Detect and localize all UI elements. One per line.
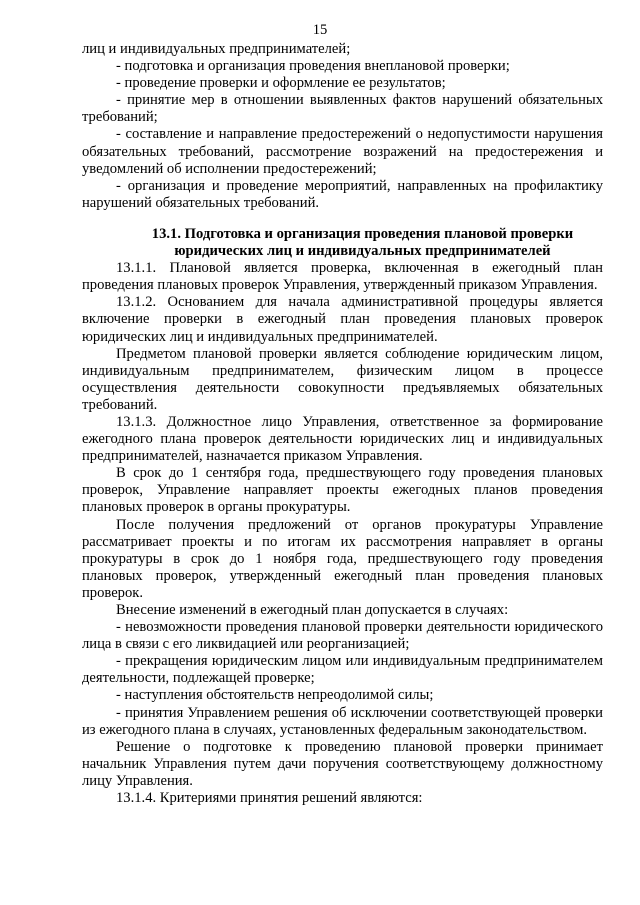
list-item: - принятие мер в отношении выявленных фактов нарушений обязательных требований; — [82, 92, 603, 126]
list-item: - проведение проверки и оформление ее результатов; — [116, 75, 446, 92]
paragraph: 13.1.1. Плановой является проверка, включенная в ежегодный план проведения плановых проверок Управления, утвержденный приказом Управления. — [82, 260, 603, 294]
list-item: - невозможности проведения плановой проверки деятельности юридического лица в связи с его ликвидацией или реорганизацией; — [82, 619, 603, 653]
paragraph: Предметом плановой проверки является соблюдение юридическим лицом, индивидуальным предпринимателем, физическим лицом в процессе осуществления деятельности совокупности предъявляемых обязательных требований. — [82, 345, 603, 413]
paragraph: 13.1.2. Основанием для начала административной процедуры является включение проверки в ежегодный план проведения плановых проверок юридических лиц и индивидуальных предпринимателей. — [82, 294, 603, 345]
paragraph: Внесение изменений в ежегодный план допускается в случаях: — [116, 602, 509, 618]
page-number: 15 — [312, 22, 328, 38]
paragraph: В срок до 1 сентября года, предшествующего году проведения плановых проверок, Управление направляет проекты ежегодных планов проведения плановых проверок в органы прокуратуры. — [82, 465, 603, 516]
paragraph: Решение о подготовке к проведению плановой проверки принимает начальник Управления путем дачи поручения соответствующему должностному лицу Управления. — [82, 738, 603, 789]
list-item: - организация и проведение мероприятий, направленных на профилактику нарушений обязательных требований. — [82, 177, 603, 211]
section-heading: 13.1. Подготовка и организация проведения плановой проверки юридических лиц и индивидуальных предпринимателей — [151, 225, 574, 260]
list-item: - принятия Управлением решения об исключении соответствующей проверки из ежегодного плана в случаях, установленных федеральным законодательством. — [82, 704, 603, 738]
paragraph: 13.1.4. Критериями принятия решений являются: — [116, 790, 423, 807]
document-body — [82, 41, 603, 807]
list-item: - составление и направление предостережений о недопустимости нарушения обязательных требований, рассмотрение возражений на предостережения и уведомлений об исполнении предостережений; — [82, 126, 603, 177]
paragraph: лиц и индивидуальных предпринимателей; — [82, 41, 351, 57]
list-item: - прекращения юридическим лицом или индивидуальным предпринимателем деятельности, подлежащей проверке; — [82, 653, 603, 687]
paragraph: После получения предложений от органов прокуратуры Управление рассматривает проекты и по итогам их рассмотрения направляет в органы прокуратуры в срок до 1 ноября года, предшествующего году проведения плановых проверок, утвержденный ежегодный план проведения плановых проверок. — [82, 516, 603, 601]
paragraph: 13.1.3. Должностное лицо Управления, ответственное за формирование ежегодного плана проверок деятельности юридических лиц и индивидуальных предпринимателей, назначается приказом Управления. — [82, 413, 603, 465]
list-item: - наступления обстоятельств непреодолимой силы; — [116, 687, 434, 704]
list-item: - подготовка и организация проведения внеплановой проверки; — [116, 58, 510, 75]
